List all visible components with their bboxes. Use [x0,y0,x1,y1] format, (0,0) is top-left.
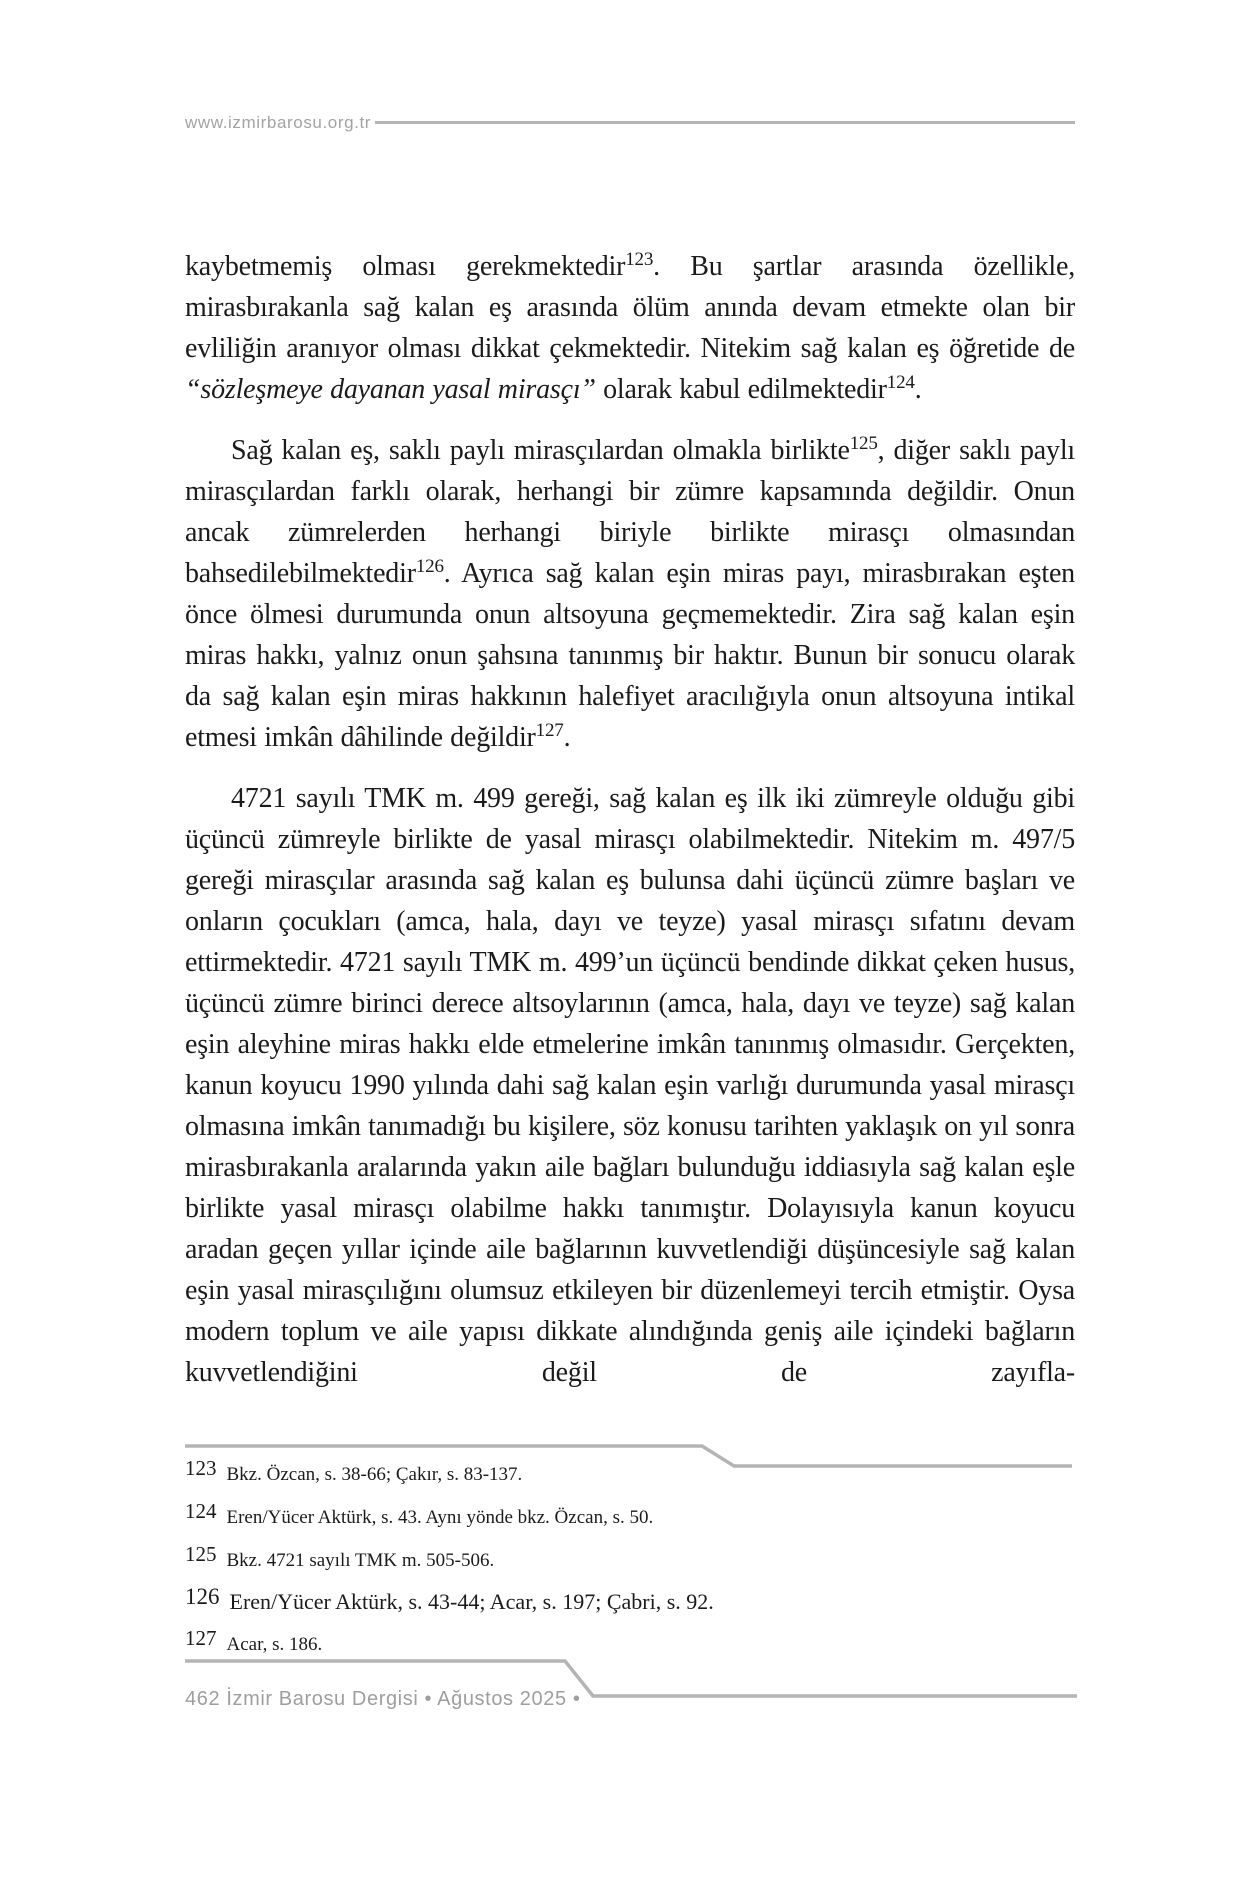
footnote-item [185,1501,1075,1533]
text-run: . [914,374,922,405]
body-text [185,246,1075,1413]
footnote-item [185,1544,1075,1576]
footnote-text: Eren/Yücer Aktürk, s. 43-44; Acar, s. 197; Çabri, s. 92. [229,1589,714,1614]
text-run: Sağ kalan eş, saklı paylı mirasçılardan olmakla birlikte [231,435,850,466]
emphasis-text: “sözleşmeye dayanan yasal mirasçı” [185,374,596,405]
footnote-ref: 126 [415,555,444,577]
text-run: 4721 sayılı TMK m. 499 gereği, sağ kalan eş ilk iki zümreyle olduğu gibi üçüncü zümreyle birlikte de yasal mirasçı olabilmektedir. Nitekim m. 497/5 gereği mirasçılar arasında sağ kalan eş bulunsa dahi üçüncü zümre başları ve onların çocukları (amca, hala, dayı ve teyze) yasal mirasçı sıfatını devam ettirmektedir. 4721 sayılı TMK m. 499’un üçüncü bendinde dikkat çeken husus, üçüncü zümre birinci derece altsoylarının (amca, hala, dayı ve teyze) sağ kalan eşin aleyhine miras hakkı elde etmelerine imkân tanınmış olmasıdır. Gerçekten, kanun koyucu 1990 yılında dahi sağ kalan eşin varlığı durumunda yasal mirasçı olmasına imkân tanımadığı bu kişilere, söz konusu tarihten yaklaşık on yıl sonra mirasbırakanla aralarında yakın aile bağları bulunduğu iddiasıyla sağ kalan eşle birlikte yasal mirasçı olabilme hakkı tanımıştır. Dolayısıyla kanun koyucu aradan geçen yıllar içinde aile bağlarının kuvvetlendiği düşüncesiyle sağ kalan eşin yasal mirasçılığını olumsuz etkileyen bir düzenlemeyi tercih etmiştir. Oysa modern toplum ve aile yapısı dikkate alındığında geniş aile içindeki bağların kuvvetlendiğini değil de zayıfla- [185,783,1075,1388]
text-run: . Bu şartlar arasında özellikle, mirasbırakanla sağ kalan eş arasında ölüm anında devam etmekte olan bir evliliğin aranıyor olması dikkat çekmektedir. Nitekim sağ kalan eş öğretide de [185,251,1075,364]
paragraph [185,778,1075,1393]
text-run: kaybetmemiş olması gerekmektedir [185,251,626,282]
footnote-number: 127 [185,1626,217,1650]
text-run: olarak kabul edilmektedir [595,374,887,405]
footnotes [185,1458,1075,1671]
footnote-number: 126 [185,1584,220,1609]
footnote-item [185,1584,1075,1617]
page-header [185,108,1075,138]
footnote-ref: 124 [886,371,915,393]
footer-text: 462 İzmir Barosu Dergisi • Ağustos 2025 • [185,1688,581,1710]
page-footer [185,1658,1077,1728]
footnote-item [185,1628,1075,1660]
footnote-text: Bkz. 4721 sayılı TMK m. 505-506. [226,1550,495,1571]
text-run: . [563,722,571,753]
text-run: , diğer saklı paylı mirasçılardan farklı olarak, herhangi bir zümre kapsamında değildir. Onun ancak zümrelerden herhangi biriyle birlikte mirasçı olmasından bahsedilebilmektedir [185,435,1075,589]
footnote-ref: 123 [625,248,654,270]
header-url: www.izmirbarosu.org.tr [185,113,372,132]
header-rule [375,121,1075,124]
footnote-ref: 127 [535,719,564,741]
footnote-item [185,1458,1075,1490]
footnote-number: 124 [185,1499,217,1523]
paragraph [185,430,1075,758]
paragraph [185,246,1075,410]
footnote-text: Bkz. Özcan, s. 38-66; Çakır, s. 83-137. [226,1464,523,1485]
footnote-text: Acar, s. 186. [226,1634,323,1655]
text-run: . Ayrıca sağ kalan eşin miras payı, mirasbırakan eşten önce ölmesi durumunda onun altsoyuna geçmemektedir. Zira sağ kalan eşin miras hakkı, yalnız onun şahsına tanınmış bir haktır. Bunun bir sonucu olarak da sağ kalan eşin miras hakkının halefiyet aracılığıyla onun altsoyuna intikal etmesi imkân dâhilinde değildir [185,558,1075,753]
footnote-text: Eren/Yücer Aktürk, s. 43. Aynı yönde bkz. Özcan, s. 50. [226,1507,654,1528]
footnote-number: 125 [185,1542,217,1566]
footnote-number: 123 [185,1456,217,1480]
footnote-ref: 125 [849,432,878,454]
